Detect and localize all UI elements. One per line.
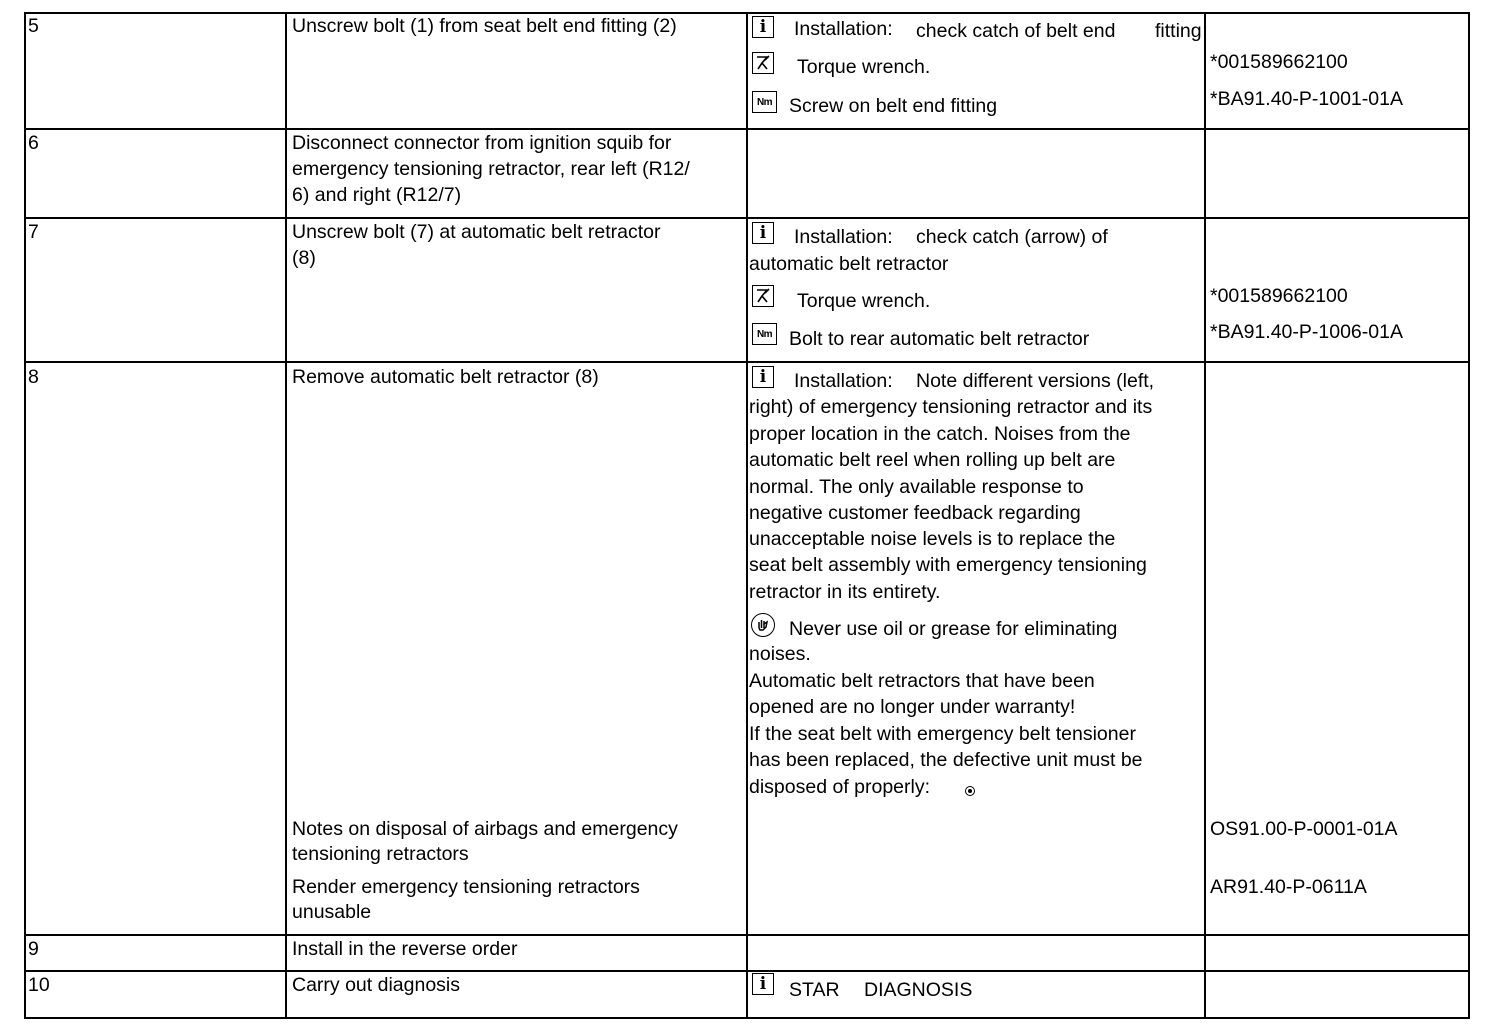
info-icon: i — [752, 973, 774, 995]
installation-note: Note different versions (left, — [916, 370, 1155, 392]
torque-wrench-text: Torque wrench. — [797, 56, 931, 78]
document-ref[interactable]: OS91.00-P-0001-01A — [1210, 818, 1398, 840]
row-divider-5-6 — [24, 128, 1470, 130]
installation-note: normal. The only available response to — [749, 476, 1084, 498]
table-border-left — [24, 12, 26, 1019]
newton-meter-icon: Nm — [752, 91, 777, 113]
render-unusable-text[interactable]: unusable — [292, 901, 372, 923]
step-number: 10 — [28, 974, 50, 996]
warranty-note: opened are no longer under warranty! — [749, 696, 1076, 718]
installation-label: Installation: — [794, 226, 893, 248]
operation-text: Remove automatic belt retractor (8) — [292, 366, 599, 388]
document-ref: *BA91.40-P-1006-01A — [1210, 321, 1403, 343]
installation-note: negative customer feedback regarding — [749, 502, 1081, 524]
torque-spec-text: Bolt to rear automatic belt retractor — [789, 328, 1090, 350]
table-border-bottom — [24, 1017, 1470, 1019]
part-number-ref: *001589662100 — [1210, 285, 1348, 307]
diagnosis-text: DIAGNOSIS — [864, 979, 973, 1001]
installation-label: Installation: — [794, 370, 893, 392]
installation-text: automatic belt retractor — [749, 253, 949, 275]
info-icon: i — [752, 366, 774, 388]
document-ref: *BA91.40-P-1001-01A — [1210, 88, 1403, 110]
disposal-link-text[interactable]: Notes on disposal of airbags and emergency — [292, 818, 678, 840]
operation-text: Unscrew bolt (7) at automatic belt retractor — [292, 221, 661, 243]
disposal-link-text[interactable]: tensioning retractors — [292, 843, 469, 865]
torque-wrench-text: Torque wrench. — [797, 290, 931, 312]
disposal-note: disposed of properly: — [749, 776, 931, 798]
document-ref[interactable]: AR91.40-P-0611A — [1210, 876, 1367, 898]
installation-note: right) of emergency tensioning retractor and its — [749, 396, 1153, 418]
procedure-table — [24, 12, 1470, 1019]
info-icon: i — [752, 16, 774, 38]
row-divider-9-10 — [24, 970, 1470, 972]
torque-wrench-icon — [752, 285, 774, 307]
operation-text: (8) — [292, 247, 316, 269]
installation-note: automatic belt reel when rolling up belt are — [749, 449, 1116, 471]
info-icon: i — [752, 222, 774, 244]
torque-wrench-icon — [752, 52, 774, 74]
part-number-ref: *001589662100 — [1210, 51, 1348, 73]
environment-icon — [965, 786, 975, 796]
operation-text: Disconnect connector from ignition squib for — [292, 132, 672, 154]
disposal-note: If the seat belt with emergency belt tensioner — [749, 723, 1136, 745]
operation-text: Install in the reverse order — [292, 938, 518, 960]
row-divider-7-8 — [24, 361, 1470, 363]
diagnosis-text: STAR — [789, 979, 840, 1001]
step-number: 6 — [28, 132, 39, 154]
installation-note: retractor in its entirety. — [749, 581, 941, 603]
row-divider-8-9 — [24, 934, 1470, 936]
operation-text: emergency tensioning retractor, rear left (R12/ — [292, 158, 690, 180]
warning-text: noises. — [749, 643, 811, 665]
column-divider-2 — [746, 12, 748, 1019]
render-unusable-text[interactable]: Render emergency tensioning retractors — [292, 876, 640, 898]
table-border-right — [1468, 12, 1470, 1019]
warning-text: Never use oil or grease for eliminating — [789, 618, 1118, 640]
warning-icon — [751, 613, 775, 637]
column-divider-1 — [285, 12, 287, 1019]
installation-note: unacceptable noise levels is to replace the — [749, 528, 1116, 550]
column-divider-3 — [1204, 12, 1206, 1019]
operation-text: Carry out diagnosis — [292, 974, 460, 996]
warranty-note: Automatic belt retractors that have been — [749, 670, 1095, 692]
disposal-note: has been replaced, the defective unit must be — [749, 749, 1143, 771]
installation-label: Installation: — [794, 18, 893, 40]
torque-spec-text: Screw on belt end fitting — [789, 95, 998, 117]
step-number: 8 — [28, 366, 39, 388]
operation-text: 6) and right (R12/7) — [292, 184, 462, 206]
installation-note: proper location in the catch. Noises from the — [749, 423, 1131, 445]
installation-text: check catch of belt end — [916, 20, 1116, 42]
operation-text: Unscrew bolt (1) from seat belt end fitting (2) — [292, 15, 677, 37]
installation-text-2: fitting — [1155, 20, 1202, 42]
step-number: 9 — [28, 938, 39, 960]
step-number: 7 — [28, 221, 39, 243]
installation-text: check catch (arrow) of — [916, 226, 1108, 248]
step-number: 5 — [28, 15, 39, 37]
installation-note: seat belt assembly with emergency tensioning — [749, 554, 1147, 576]
row-divider-6-7 — [24, 217, 1470, 219]
table-border-top — [24, 12, 1470, 14]
newton-meter-icon: Nm — [752, 323, 777, 345]
